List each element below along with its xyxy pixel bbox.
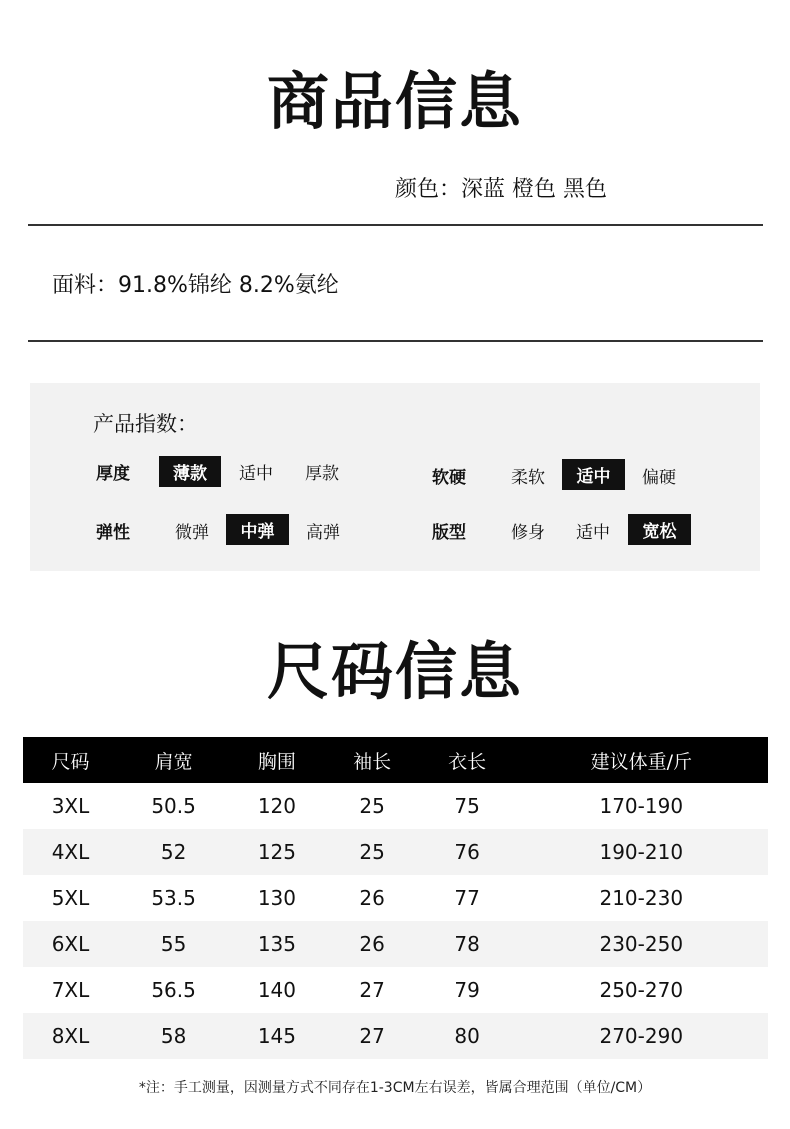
cell-size: 7XL	[51, 978, 90, 1002]
cell-size: 5XL	[51, 886, 90, 910]
cell-size: 8XL	[23, 1013, 118, 1059]
cell-chest: 125	[229, 829, 324, 875]
size-info-title: 尺码信息	[266, 635, 523, 708]
index-option: 偏硬	[642, 468, 676, 488]
table-row	[23, 1013, 768, 1059]
index-label-thickness: 厚度	[96, 464, 130, 484]
index-label-elasticity: 弹性	[96, 523, 130, 543]
cell-length: 80	[420, 1013, 515, 1059]
cell-sleeve: 26	[359, 886, 385, 910]
cell-chest: 145	[229, 1013, 324, 1059]
cell-length: 77	[454, 886, 480, 910]
cell-chest: 130	[257, 886, 297, 910]
cell-size: 6XL	[23, 921, 118, 967]
header-size: 尺码	[23, 737, 118, 783]
header-length: 衣长	[420, 737, 515, 783]
divider	[28, 224, 763, 226]
table-row	[23, 829, 768, 875]
cell-shoulder: 52	[118, 829, 229, 875]
index-option: 高弹	[306, 523, 340, 543]
table-row	[23, 967, 768, 1013]
cell-chest: 120	[257, 794, 297, 818]
table-row	[23, 875, 768, 921]
header-chest: 胸围	[229, 737, 324, 783]
header-shoulder: 肩宽	[118, 737, 229, 783]
cell-shoulder: 58	[118, 1013, 229, 1059]
table-row	[23, 783, 768, 829]
cell-sleeve: 27	[359, 978, 385, 1002]
cell-weight: 210-230	[599, 886, 684, 910]
index-option-selected: 中弹	[226, 514, 289, 545]
cell-length: 76	[420, 829, 515, 875]
divider	[28, 340, 763, 342]
cell-sleeve: 26	[325, 921, 420, 967]
cell-size: 4XL	[23, 829, 118, 875]
index-option: 修身	[511, 523, 545, 543]
colors-line: 颜色：深蓝 橙色 黑色	[395, 177, 607, 202]
size-table	[23, 737, 768, 1059]
index-option-selected: 适中	[562, 459, 625, 490]
index-option: 柔软	[511, 468, 545, 488]
index-label-hardness: 软硬	[432, 468, 466, 488]
cell-length: 75	[454, 794, 480, 818]
cell-chest: 140	[257, 978, 297, 1002]
product-index-title: 产品指数：	[93, 412, 198, 436]
fabric-line: 面料：91.8%锦纶 8.2%氨纶	[52, 273, 339, 298]
cell-chest: 135	[229, 921, 324, 967]
index-option: 适中	[576, 523, 610, 543]
header-sleeve: 袖长	[325, 737, 420, 783]
cell-length: 78	[420, 921, 515, 967]
index-option-selected: 薄款	[159, 456, 221, 487]
size-table-header	[23, 737, 768, 783]
cell-shoulder: 50.5	[151, 794, 196, 818]
cell-sleeve: 25	[325, 829, 420, 875]
cell-weight: 250-270	[599, 978, 684, 1002]
measurement-note: *注：手工测量，因测量方式不同存在1-3CM左右误差，皆属合理范围（单位/CM）	[138, 1080, 652, 1096]
cell-shoulder: 53.5	[151, 886, 196, 910]
cell-weight: 190-210	[515, 829, 768, 875]
index-option: 适中	[239, 464, 273, 484]
index-option: 微弹	[175, 523, 209, 543]
cell-shoulder: 56.5	[151, 978, 196, 1002]
cell-weight: 270-290	[515, 1013, 768, 1059]
index-option: 厚款	[305, 464, 339, 484]
cell-weight: 170-190	[599, 794, 684, 818]
product-info-title: 商品信息	[266, 65, 523, 138]
index-label-fit: 版型	[432, 523, 466, 543]
cell-sleeve: 25	[359, 794, 385, 818]
cell-sleeve: 27	[325, 1013, 420, 1059]
cell-shoulder: 55	[118, 921, 229, 967]
cell-size: 3XL	[51, 794, 90, 818]
index-option-selected: 宽松	[628, 514, 691, 545]
table-row	[23, 921, 768, 967]
cell-length: 79	[454, 978, 480, 1002]
header-weight: 建议体重/斤	[515, 737, 768, 783]
cell-weight: 230-250	[515, 921, 768, 967]
